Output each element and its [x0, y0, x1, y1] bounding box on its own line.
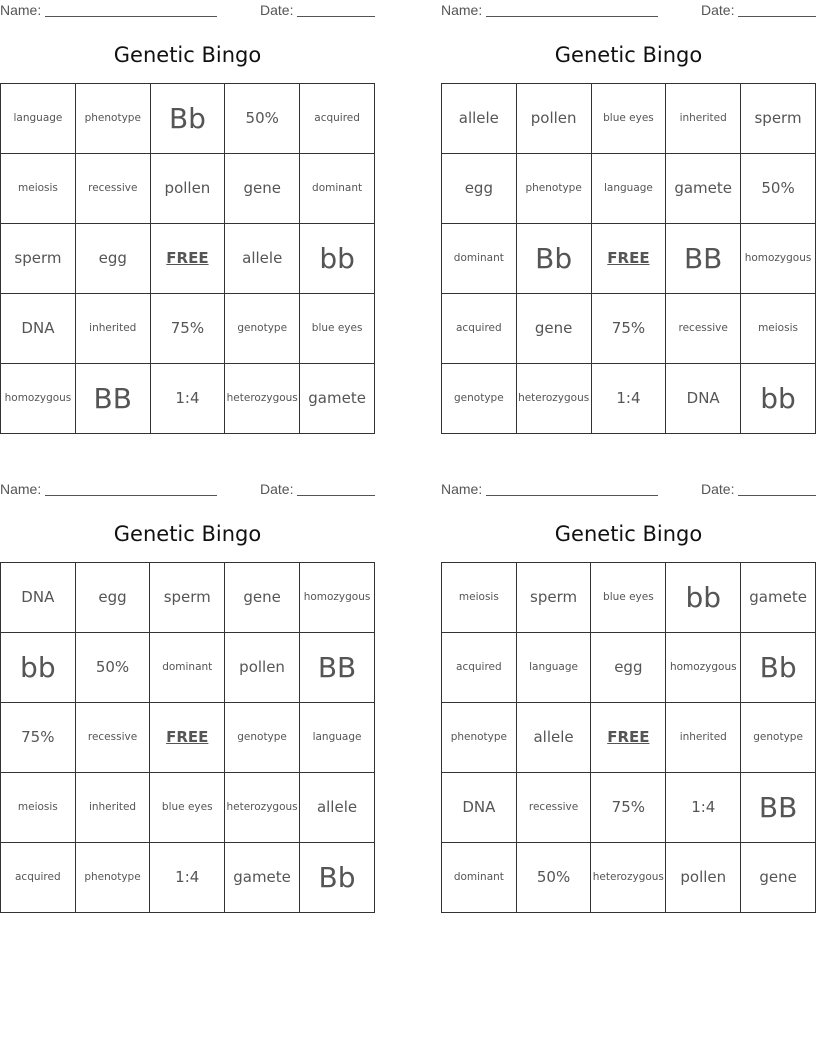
bingo-cell[interactable]: DNA	[1, 563, 76, 633]
bingo-cell[interactable]: genotype	[225, 294, 300, 364]
bingo-cell[interactable]: 1:4	[150, 843, 225, 913]
bingo-cell[interactable]: recessive	[516, 773, 591, 843]
bingo-cell[interactable]: homozygous	[741, 224, 816, 294]
bingo-cell[interactable]: language	[1, 84, 76, 154]
bingo-cell[interactable]: 75%	[1, 703, 76, 773]
bingo-cell[interactable]: bb	[741, 364, 816, 434]
bingo-cell[interactable]: inherited	[75, 294, 150, 364]
bingo-row	[442, 633, 816, 703]
bingo-cell[interactable]: homozygous	[666, 633, 741, 703]
bingo-cell[interactable]: 75%	[591, 773, 666, 843]
bingo-free-cell[interactable]: FREE	[150, 224, 225, 294]
bingo-cell[interactable]: acquired	[1, 843, 76, 913]
bingo-cell[interactable]: language	[591, 154, 666, 224]
bingo-cell[interactable]: gamete	[741, 563, 816, 633]
bingo-cell[interactable]: pollen	[516, 84, 591, 154]
bingo-cell[interactable]: recessive	[666, 294, 741, 364]
bingo-cell[interactable]: meiosis	[1, 773, 76, 843]
card-header	[441, 479, 816, 499]
card-header	[0, 0, 375, 20]
card-title: Genetic Bingo	[554, 43, 703, 67]
bingo-cell[interactable]: Bb	[741, 633, 816, 703]
bingo-row	[442, 84, 816, 154]
bingo-row	[1, 84, 375, 154]
bingo-cell[interactable]: sperm	[516, 563, 591, 633]
bingo-cell[interactable]: blue eyes	[300, 294, 375, 364]
bingo-cell[interactable]: egg	[75, 224, 150, 294]
bingo-cell[interactable]: phenotype	[442, 703, 517, 773]
date-label: Date:	[701, 2, 735, 18]
bingo-cell[interactable]: allele	[516, 703, 591, 773]
bingo-cell[interactable]: dominant	[442, 224, 517, 294]
bingo-cell[interactable]: gamete	[666, 154, 741, 224]
bingo-row	[442, 154, 816, 224]
bingo-cell[interactable]: sperm	[741, 84, 816, 154]
card-title: Genetic Bingo	[113, 43, 262, 67]
bingo-cell[interactable]: heterozygous	[591, 843, 666, 913]
name-blank-line[interactable]	[486, 495, 658, 496]
bingo-row	[442, 843, 816, 913]
bingo-cell[interactable]: meiosis	[741, 294, 816, 364]
bingo-cell[interactable]: recessive	[75, 703, 150, 773]
bingo-cell[interactable]: inherited	[75, 773, 150, 843]
bingo-cell[interactable]: pollen	[225, 633, 300, 703]
bingo-row	[1, 773, 375, 843]
bingo-cell[interactable]: gene	[225, 154, 300, 224]
bingo-cell[interactable]: allele	[300, 773, 375, 843]
bingo-cell[interactable]: language	[516, 633, 591, 703]
bingo-cell[interactable]: meiosis	[442, 563, 517, 633]
name-blank-line[interactable]	[45, 16, 217, 17]
card-title: Genetic Bingo	[113, 522, 262, 546]
bingo-cell[interactable]: blue eyes	[591, 84, 666, 154]
card-header	[441, 0, 816, 20]
bingo-free-cell[interactable]: FREE	[591, 703, 666, 773]
name-label: Name:	[441, 481, 483, 497]
date-blank-line[interactable]	[738, 16, 816, 17]
name-blank-line[interactable]	[486, 16, 658, 17]
bingo-cell[interactable]: egg	[75, 563, 150, 633]
bingo-cell[interactable]: dominant	[300, 154, 375, 224]
bingo-row	[442, 294, 816, 364]
bingo-row	[1, 364, 375, 434]
bingo-grid	[0, 562, 375, 913]
bingo-cell[interactable]: gamete	[300, 364, 375, 434]
bingo-cell[interactable]: inherited	[666, 703, 741, 773]
bingo-cell[interactable]: acquired	[442, 294, 517, 364]
bingo-cell[interactable]: meiosis	[1, 154, 76, 224]
bingo-cell[interactable]: DNA	[1, 294, 76, 364]
date-label: Date:	[701, 481, 735, 497]
bingo-cell[interactable]: acquired	[300, 84, 375, 154]
bingo-cell[interactable]: genotype	[442, 364, 517, 434]
bingo-cell[interactable]: recessive	[75, 154, 150, 224]
bingo-grid	[0, 83, 375, 434]
bingo-cell[interactable]: blue eyes	[591, 563, 666, 633]
bingo-row	[442, 773, 816, 843]
bingo-cell[interactable]: gene	[225, 563, 300, 633]
date-blank-line[interactable]	[297, 495, 375, 496]
bingo-free-cell[interactable]: FREE	[150, 703, 225, 773]
bingo-row	[1, 154, 375, 224]
card-title: Genetic Bingo	[554, 522, 703, 546]
bingo-cell[interactable]: pollen	[150, 154, 225, 224]
bingo-cell[interactable]: Bb	[150, 84, 225, 154]
bingo-cell[interactable]: egg	[591, 633, 666, 703]
bingo-cell[interactable]: pollen	[666, 843, 741, 913]
bingo-row	[1, 224, 375, 294]
bingo-cell[interactable]: 50%	[741, 154, 816, 224]
bingo-cell[interactable]: bb	[1, 633, 76, 703]
date-label: Date:	[260, 2, 294, 18]
bingo-cell[interactable]: 1:4	[150, 364, 225, 434]
bingo-cell[interactable]: dominant	[150, 633, 225, 703]
bingo-cell[interactable]: heterozygous	[225, 364, 300, 434]
bingo-cell[interactable]: DNA	[442, 773, 517, 843]
bingo-free-cell[interactable]: FREE	[591, 224, 666, 294]
bingo-cell[interactable]: 75%	[591, 294, 666, 364]
bingo-cell[interactable]: allele	[442, 84, 517, 154]
name-label: Name:	[0, 2, 42, 18]
date-blank-line[interactable]	[738, 495, 816, 496]
bingo-cell[interactable]: 1:4	[591, 364, 666, 434]
bingo-row	[1, 633, 375, 703]
bingo-cell[interactable]: allele	[225, 224, 300, 294]
bingo-cell[interactable]: genotype	[225, 703, 300, 773]
bingo-cell[interactable]: heterozygous	[225, 773, 300, 843]
name-label: Name:	[0, 481, 42, 497]
bingo-cell[interactable]: gene	[741, 843, 816, 913]
bingo-row	[442, 563, 816, 633]
bingo-row	[1, 843, 375, 913]
bingo-cell[interactable]: genotype	[741, 703, 816, 773]
bingo-cell[interactable]: bb	[666, 563, 741, 633]
bingo-row	[442, 224, 816, 294]
bingo-cell[interactable]: BB	[741, 773, 816, 843]
bingo-cell[interactable]: BB	[300, 633, 375, 703]
bingo-cell[interactable]: blue eyes	[150, 773, 225, 843]
bingo-cell[interactable]: dominant	[442, 843, 517, 913]
bingo-cell[interactable]: homozygous	[1, 364, 76, 434]
name-label: Name:	[441, 2, 483, 18]
bingo-row	[1, 294, 375, 364]
bingo-grid	[441, 562, 816, 913]
bingo-cell[interactable]: heterozygous	[516, 364, 591, 434]
bingo-cell[interactable]: inherited	[666, 84, 741, 154]
bingo-cell[interactable]: phenotype	[516, 154, 591, 224]
bingo-row	[1, 703, 375, 773]
bingo-cell[interactable]: Bb	[300, 843, 375, 913]
bingo-cell[interactable]: homozygous	[300, 563, 375, 633]
bingo-cell[interactable]: gene	[516, 294, 591, 364]
bingo-cell[interactable]: egg	[442, 154, 517, 224]
name-blank-line[interactable]	[45, 495, 217, 496]
bingo-cell[interactable]: phenotype	[75, 843, 150, 913]
bingo-cell[interactable]: acquired	[442, 633, 517, 703]
bingo-cell[interactable]: DNA	[666, 364, 741, 434]
bingo-cell[interactable]: language	[300, 703, 375, 773]
bingo-cell[interactable]: BB	[75, 364, 150, 434]
bingo-row	[1, 563, 375, 633]
bingo-cell[interactable]: BB	[666, 224, 741, 294]
bingo-cell[interactable]: phenotype	[75, 84, 150, 154]
bingo-cell[interactable]: gamete	[225, 843, 300, 913]
bingo-cell[interactable]: 50%	[75, 633, 150, 703]
bingo-grid	[441, 83, 816, 434]
bingo-cell[interactable]: 50%	[516, 843, 591, 913]
bingo-cell[interactable]: 75%	[150, 294, 225, 364]
bingo-row	[442, 364, 816, 434]
bingo-cell[interactable]: 50%	[225, 84, 300, 154]
date-blank-line[interactable]	[297, 16, 375, 17]
bingo-row	[442, 703, 816, 773]
card-header	[0, 479, 375, 499]
bingo-cell[interactable]: 1:4	[666, 773, 741, 843]
bingo-cell[interactable]: sperm	[150, 563, 225, 633]
bingo-cell[interactable]: bb	[300, 224, 375, 294]
bingo-cell[interactable]: sperm	[1, 224, 76, 294]
date-label: Date:	[260, 481, 294, 497]
bingo-cell[interactable]: Bb	[516, 224, 591, 294]
